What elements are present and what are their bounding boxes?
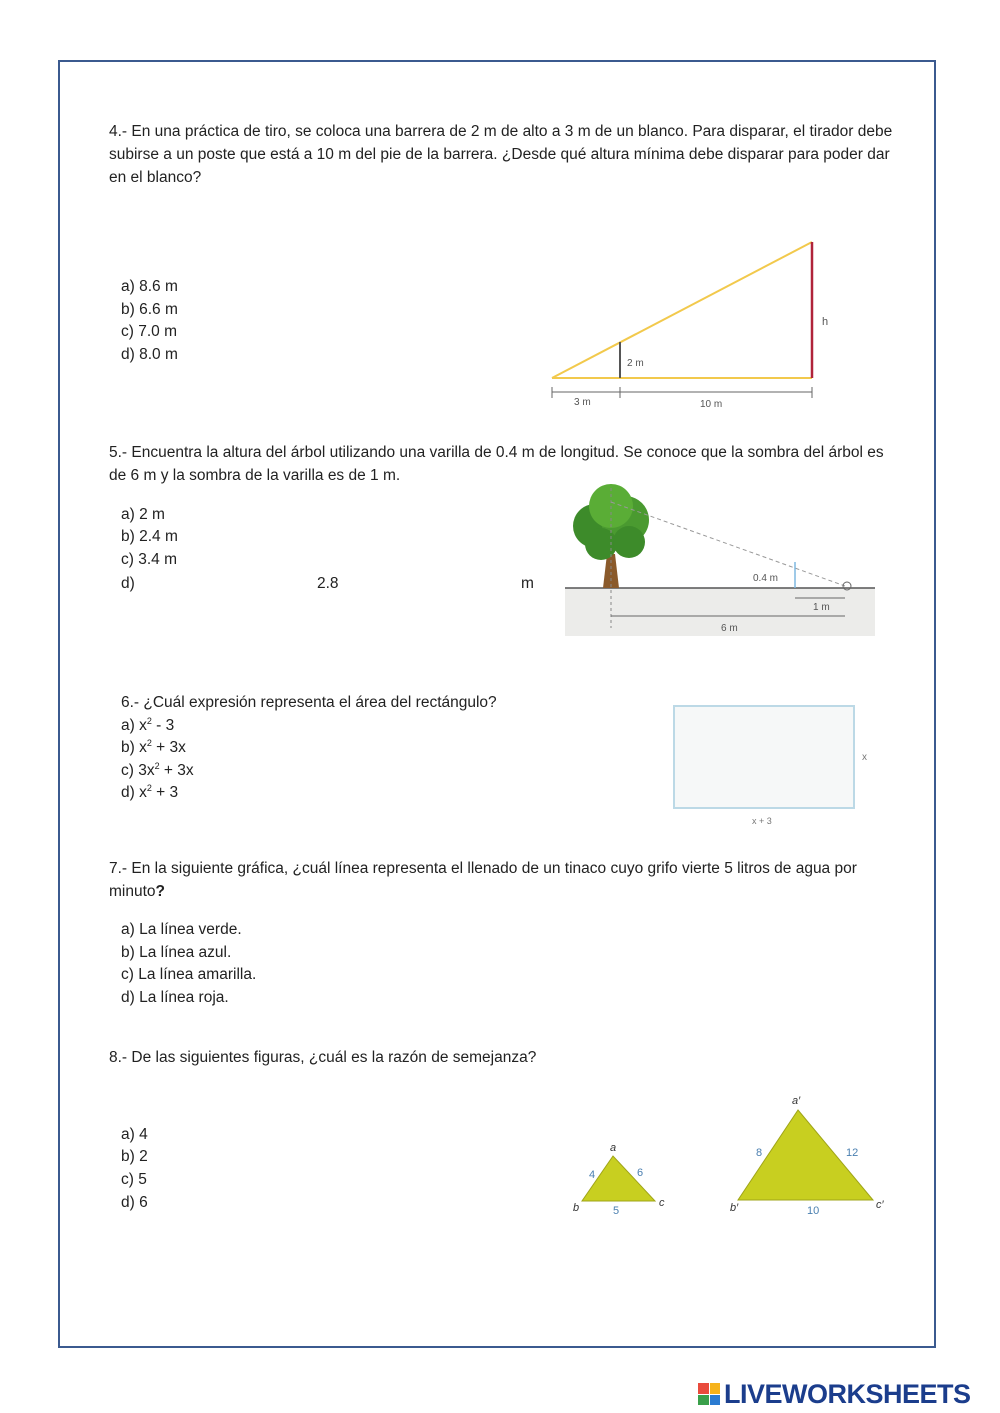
q5-option-d-value: 2.8 [317, 575, 339, 592]
question-4-text: 4.- En una práctica de tiro, se coloca una barrera de 2 m de alto a 3 m de un blanco. Para disparar, el tirador debe subirse a un poste que está a 10 m del pie de la barrera. ¿Desde qué altura mínima debe disparar para poder dar en el blanco? [109, 123, 893, 186]
bottom-label: x + 3 [752, 816, 772, 826]
q5-option-c[interactable]: c) 3.4 m [121, 551, 177, 568]
logo-text: LIVEWORKSHEETS [724, 1378, 971, 1409]
liveworksheets-logo[interactable] [698, 1380, 971, 1408]
side-label: x [862, 752, 867, 763]
left-distance-label: 3 m [574, 397, 591, 408]
q7-option-d[interactable]: d) La línea roja. [121, 989, 229, 1006]
q4-option-c[interactable]: c) 7.0 m [121, 323, 177, 340]
large-vertex-b: b′ [730, 1202, 739, 1214]
q5-option-b[interactable]: b) 2.4 m [121, 528, 178, 545]
q4-figure [540, 225, 840, 415]
q6-option-d[interactable]: d) $x^2 + 3$ [121, 782, 179, 801]
large-vertex-a: a′ [792, 1095, 801, 1107]
q5-option-d[interactable]: d) [121, 575, 135, 592]
rod-shadow-label: 1 m [813, 602, 830, 613]
small-side-ac: 6 [637, 1167, 644, 1179]
q8-figure [560, 1090, 900, 1220]
q7-option-b[interactable]: b) La línea azul. [121, 944, 232, 961]
q6-figure [660, 698, 890, 830]
small-vertex-c: c [659, 1197, 665, 1209]
height-label: h [822, 316, 829, 328]
q7-option-c[interactable]: c) La línea amarilla. [121, 966, 257, 983]
barrier-label: 2 m [627, 358, 644, 369]
q6-option-c[interactable]: c) $3x^2 + 3x$ [121, 760, 194, 779]
small-vertex-b: b [573, 1202, 580, 1214]
q8-option-a[interactable]: a) 4 [121, 1126, 148, 1143]
small-side-bc: 5 [613, 1205, 620, 1217]
sun-ray [611, 502, 845, 586]
q8-option-b[interactable]: b) 2 [121, 1148, 148, 1165]
small-side-ab: 4 [589, 1169, 596, 1181]
q7-option-a[interactable]: a) La línea verde. [121, 921, 242, 938]
logo-icon [698, 1383, 720, 1405]
q5-figure [555, 478, 885, 648]
q8-option-c[interactable]: c) 5 [121, 1171, 147, 1188]
question-7-text: 7.- En la siguiente gráfica, ¿cuál línea representa el llenado de un tinaco cuyo grifo vierte 5 litros de agua por minuto? [109, 860, 857, 900]
large-vertex-c: c′ [876, 1199, 884, 1211]
rectangle [674, 706, 854, 808]
q4-option-b[interactable]: b) 6.6 m [121, 301, 178, 318]
tree-shadow-label: 6 m [721, 623, 738, 634]
q5-option-d-unit: m [521, 575, 534, 592]
q5-option-a[interactable]: a) 2 m [121, 506, 165, 523]
q6-option-a[interactable]: a) $x^2 - 3$ [121, 715, 175, 734]
question-8-text: 8.- De las siguientes figuras, ¿cuál es la razón de semejanza? [109, 1049, 537, 1066]
large-side-bc: 10 [807, 1205, 820, 1217]
question-5-text: 5.- Encuentra la altura del árbol utilizando una varilla de 0.4 m de longitud. Se conoce que la sombra del árbol es de 6 m y la sombra de la varilla es de 1 m. [109, 444, 884, 484]
q8-option-d[interactable]: d) 6 [121, 1194, 148, 1211]
question-6-text: 6.- ¿Cuál expresión representa el área del rectángulo? [121, 694, 497, 711]
q6-option-b[interactable]: b) $x^2 + 3x$ [121, 737, 186, 756]
shot-line [552, 242, 812, 378]
q4-option-d[interactable]: d) 8.0 m [121, 346, 178, 363]
small-vertex-a: a [610, 1142, 617, 1154]
large-side-ac: 12 [846, 1147, 859, 1159]
right-distance-label: 10 m [700, 399, 723, 410]
rod-label: 0.4 m [753, 573, 779, 584]
q4-option-a[interactable]: a) 8.6 m [121, 278, 178, 295]
large-side-ab: 8 [756, 1147, 763, 1159]
